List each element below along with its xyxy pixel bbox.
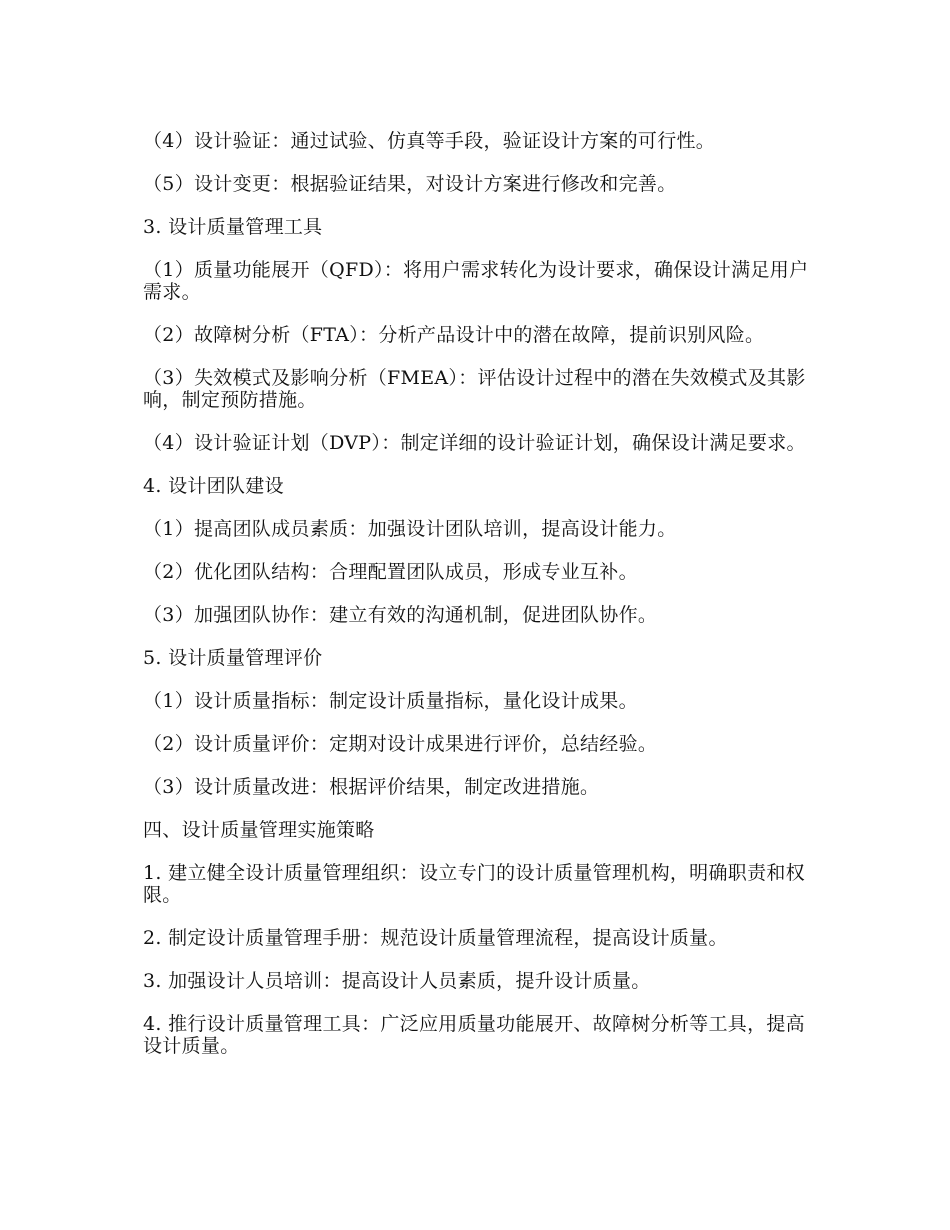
paragraph-strategy-tools: 4. 推行设计质量管理工具：广泛应用质量功能展开、故障树分析等工具，提高设计质量。 [143, 1013, 805, 1057]
paragraph-team-structure: （2）优化团队结构：合理配置团队成员，形成专业互补。 [143, 561, 638, 583]
paragraph-quality-improvement: （3）设计质量改进：根据评价结果，制定改进措施。 [143, 776, 600, 798]
paragraph-design-verification: （4）设计验证：通过试验、仿真等手段，验证设计方案的可行性。 [143, 130, 716, 152]
paragraph-team-quality: （1）提高团队成员素质：加强设计团队培训，提高设计能力。 [143, 518, 677, 540]
section-heading-quality-tools: 3. 设计质量管理工具 [143, 216, 323, 238]
paragraph-design-change: （5）设计变更：根据验证结果，对设计方案进行修改和完善。 [143, 173, 677, 195]
paragraph-dvp: （4）设计验证计划（DVP）：制定详细的设计验证计划，确保设计满足要求。 [143, 432, 806, 454]
section-heading-quality-evaluation: 5. 设计质量管理评价 [143, 647, 323, 669]
paragraph-quality-evaluation: （2）设计质量评价：定期对设计成果进行评价，总结经验。 [143, 733, 658, 755]
paragraph-strategy-training: 3. 加强设计人员培训：提高设计人员素质，提升设计质量。 [143, 970, 651, 992]
paragraph-strategy-manual: 2. 制定设计质量管理手册：规范设计质量管理流程，提高设计质量。 [143, 927, 728, 949]
chapter-heading-implementation-strategy: 四、设计质量管理实施策略 [143, 819, 375, 841]
paragraph-strategy-organization: 1. 建立健全设计质量管理组织：设立专门的设计质量管理机构，明确职责和权限。 [143, 862, 805, 906]
section-heading-team-building: 4. 设计团队建设 [143, 475, 284, 497]
paragraph-fta: （2）故障树分析（FTA）：分析产品设计中的潜在故障，提前识别风险。 [143, 324, 765, 346]
paragraph-qfd: （1）质量功能展开（QFD）：将用户需求转化为设计要求，确保设计满足用户需求。 [143, 259, 809, 303]
paragraph-fmea: （3）失效模式及影响分析（FMEA）：评估设计过程中的潜在失效模式及其影响，制定预防措施。 [143, 367, 806, 411]
paragraph-quality-indicators: （1）设计质量指标：制定设计质量指标，量化设计成果。 [143, 690, 638, 712]
paragraph-team-collaboration: （3）加强团队协作：建立有效的沟通机制，促进团队协作。 [143, 604, 658, 626]
